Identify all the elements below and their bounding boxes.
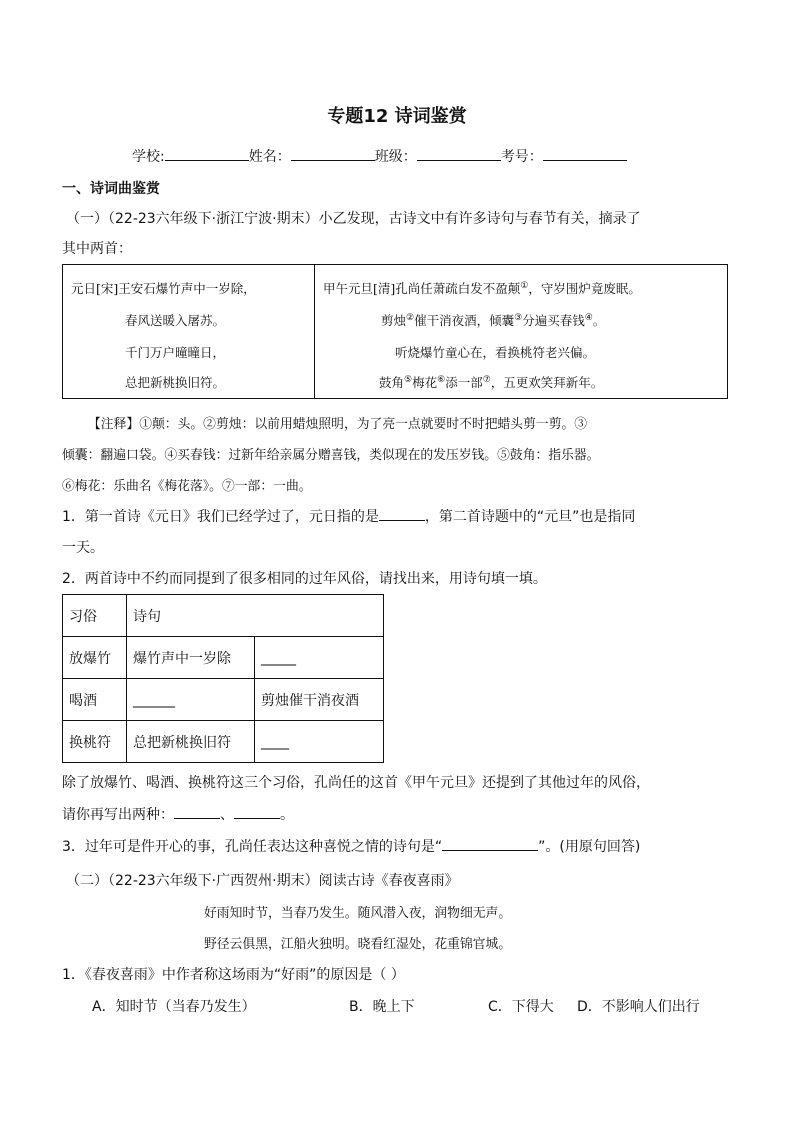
- class-label: 班级：: [374, 149, 417, 165]
- poem-table: [62, 264, 728, 399]
- question-1-cont: 一天。: [62, 540, 104, 556]
- notes-line3: ⑥梅花：乐曲名《梅花落》。⑦一部：一曲。: [62, 479, 312, 494]
- school-blank[interactable]: [165, 146, 249, 161]
- q3-answer-blank[interactable]: [442, 836, 538, 851]
- customs-table: [62, 594, 384, 763]
- name-label: 姓名：: [248, 149, 291, 165]
- option-b[interactable]: B．晚上下: [349, 999, 415, 1015]
- poem2-line4: 鼓角⑤梅花⑥添一部⑦，五更欢笑拜新年。: [379, 374, 604, 390]
- notes-line2: 倾囊：翻遍口袋。④买春钱：过新年给亲属分赠喜钱，类似现在的发压岁钱。⑤鼓角：指乐器。: [62, 448, 600, 463]
- table-cell-answer[interactable]: ____: [255, 721, 384, 763]
- table-cell-custom: 喝酒: [63, 679, 127, 721]
- table-cell-custom: 换桃符: [63, 721, 127, 763]
- poem1-line3: 千门万户曈曈日，: [125, 345, 226, 360]
- q1-answer-blank[interactable]: [379, 506, 425, 521]
- option-d[interactable]: D．不影响人们出行: [577, 999, 700, 1015]
- question-2-follow-cont: 请你再写出两种： 、 。: [62, 804, 294, 824]
- table-cell-custom: 放爆竹: [63, 637, 127, 679]
- custom-answer-blank-1[interactable]: [174, 804, 220, 819]
- poem2-line2: 剪烛②催干消夜酒，倾囊③分遍买春钱④。: [381, 312, 606, 328]
- table-cell-verse: 总把新桃换旧符: [127, 721, 255, 763]
- poem2-line3: 听烧爆竹童心在，看换桃符老兴偏。: [395, 345, 596, 360]
- question-3: 3．过年可是件开心的事，孔尚任表达这种喜悦之情的诗句是“ ”。(用原句回答): [62, 836, 640, 856]
- name-blank[interactable]: [291, 146, 375, 161]
- part2-intro: （二）（22-23六年级下·广西贺州·期末）阅读古诗《春夜喜雨》: [66, 873, 459, 889]
- notes-line1: 【注释】①颠：头。②剪烛：以前用蜡烛照明，为了亮一点就要时不时把蜡头剪一剪。③: [88, 417, 588, 432]
- question-2-follow: 除了放爆竹、喝酒、换桃符这三个习俗，孔尚任的这首《甲午元旦》还提到了其他过年的风俗，: [62, 775, 650, 791]
- table-cell-verse: 剪烛催干消夜酒: [255, 679, 384, 721]
- table-header-custom: 习俗: [63, 595, 127, 637]
- poem1-line1: 元日[宋]王安石爆竹声中一岁除，: [71, 281, 256, 296]
- poem2-line1: 甲午元旦[清]孔尚任萧疏白发不盈颠①，守岁围炉竟废眠。: [323, 280, 641, 296]
- table-cell-answer[interactable]: _____: [255, 637, 384, 679]
- poem1-line2: 春风送暖入屠苏。: [125, 313, 226, 328]
- class-blank[interactable]: [417, 146, 501, 161]
- custom-answer-blank-2[interactable]: [234, 804, 280, 819]
- student-info-line: [132, 146, 627, 166]
- option-c[interactable]: C．下得大: [488, 999, 554, 1015]
- question-2: 2．两首诗中不约而同提到了很多相同的过年风俗，请找出来，用诗句填一填。: [62, 571, 547, 587]
- exam-no-blank[interactable]: [543, 146, 627, 161]
- part1-intro: （一）（22-23六年级下·浙江宁波·期末）小乙发现，古诗文中有许多诗句与春节有关，摘录了: [66, 211, 641, 227]
- poem-divider: [314, 265, 315, 398]
- poem1-line4: 总把新桃换旧符。: [125, 375, 226, 390]
- chunye-question-1: 1．《春夜喜雨》中作者称这场雨为“好雨”的原因是（ ）: [62, 967, 405, 983]
- section-heading: 一、诗词曲鉴赏: [62, 181, 160, 197]
- table-row: [63, 721, 384, 763]
- school-label: 学校:: [132, 149, 165, 165]
- table-cell-answer[interactable]: ______: [127, 679, 255, 721]
- part1-intro-cont: 其中两首：: [62, 241, 132, 257]
- table-row: [63, 637, 384, 679]
- chunye-poem-line2: 野径云俱黑，江船火独明。晓看红湿处，花重锦官城。: [204, 937, 512, 952]
- table-header-verse: 诗句: [127, 595, 384, 637]
- table-row: [63, 595, 384, 637]
- table-row: [63, 679, 384, 721]
- page-title: 专题12 诗词鉴赏: [327, 106, 467, 127]
- chunye-poem-line1: 好雨知时节，当春乃发生。随风潜入夜，润物细无声。: [204, 906, 512, 921]
- option-a[interactable]: A．知时节（当春乃发生）: [92, 999, 256, 1015]
- question-1: 1．第一首诗《元日》我们已经学过了，元日指的是 ，第二首诗题中的“元旦”也是指同: [62, 506, 635, 526]
- exam-no-label: 考号：: [500, 149, 543, 165]
- table-cell-verse: 爆竹声中一岁除: [127, 637, 255, 679]
